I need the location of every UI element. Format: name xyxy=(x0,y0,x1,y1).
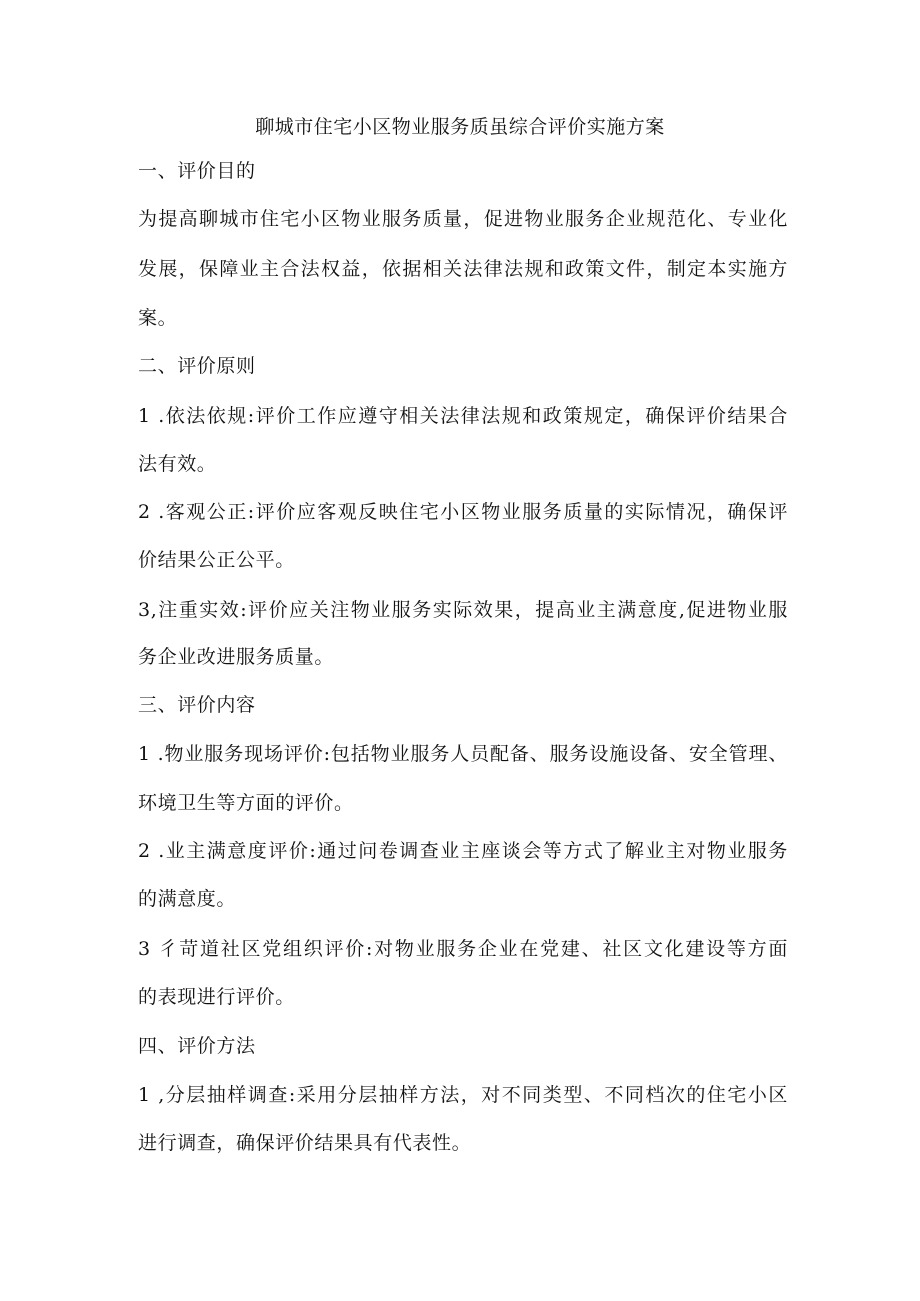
document-title: 聊城市住宅小区物业服务质虽综合评价实施方案 xyxy=(255,116,665,138)
paragraph-line: 3,注重实效:评价应关注物业服务实际效果，提高业主满意度,促进物业服 xyxy=(138,599,788,621)
heading-1: 一、评价目的 xyxy=(138,160,256,182)
heading-2: 二、评价原则 xyxy=(138,355,256,377)
paragraph-line: 环境卫生等方面的评价。 xyxy=(138,792,354,814)
paragraph-line: 为提高聊城市住宅小区物业服务质量，促进物业服务企业规范化、专业化 xyxy=(138,208,788,230)
paragraph-line: 2 .客观公正:评价应客观反映住宅小区物业服务质量的实际情况，确保评 xyxy=(138,501,788,523)
paragraph-line: 的表现进行评价。 xyxy=(138,986,295,1008)
paragraph-line: 务企业改进服务质量。 xyxy=(138,646,335,668)
paragraph-line: 发展，保障业主合法权益，依据相关法律法规和政策文件，制定本实施方 xyxy=(138,258,788,280)
paragraph-line: 价结果公正公平。 xyxy=(138,549,295,571)
heading-4: 四、评价方法 xyxy=(138,1035,256,1057)
paragraph-line: 的满意度。 xyxy=(138,888,237,910)
paragraph-line: 2 .业主满意度评价:通过问卷调查业主座谈会等方式了解业主对物业服务 xyxy=(138,840,788,862)
paragraph-line: 法有效。 xyxy=(138,453,217,475)
paragraph-line: 1 ,分层抽样调查:采用分层抽样方法，对不同类型、不同档次的住宅小区 xyxy=(138,1084,788,1106)
paragraph-line: 1 .物业服务现场评价:包括物业服务人员配备、服务设施设备、安全管理、 xyxy=(138,743,788,765)
paragraph-line: 1 .依法依规:评价工作应遵守相关法律法规和政策规定，确保评价结果合 xyxy=(138,405,788,427)
paragraph-line: 3 彳苛道社区党组织评价:对物业服务企业在党建、社区文化建设等方面 xyxy=(138,938,788,960)
paragraph-line: 案。 xyxy=(138,307,178,329)
paragraph-line: 进行调查，确保评价结果具有代表性。 xyxy=(138,1132,472,1154)
heading-3: 三、评价内容 xyxy=(138,694,256,716)
